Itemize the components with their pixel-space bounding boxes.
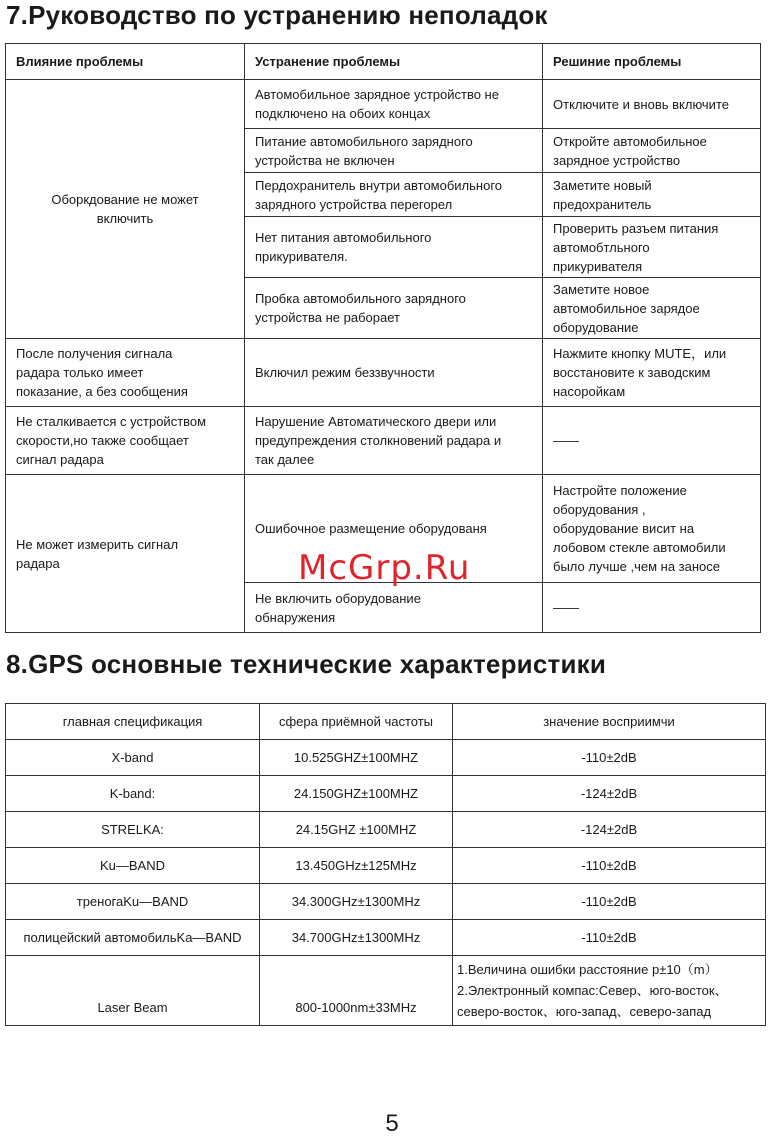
table-row — [6, 339, 761, 407]
table-row — [6, 407, 761, 475]
table-header-row — [6, 704, 766, 740]
table-row: STRELKA: 24.15GHZ ±100MHZ -124±2dB — [6, 812, 766, 848]
cause-cell: Нет питания автомобильного прикуривателя. — [245, 217, 543, 278]
troubleshooting-table — [5, 43, 761, 633]
header-sensitivity: значение восприимчи — [453, 704, 766, 740]
laser-notes: 1.Величина ошибки расстояние р±10（m） 2.Электронный компас:Север、юго-восток、 северо-восток、юго-запад、северо-запад — [453, 956, 766, 1026]
specifications-table — [5, 703, 766, 1026]
cause-cell: Пердохранитель внутри автомобильного зарядного устройства перегорел — [245, 173, 543, 217]
solution-cell: —— — [543, 407, 761, 475]
cause-cell: Нарушение Автоматического двери или предупреждения столкновений радара и так далее — [245, 407, 543, 475]
cause-cell: Включил режим беззвучности — [245, 339, 543, 407]
table-row: треногаKu—BAND 34.300GHz±1300MHz -110±2dB — [6, 884, 766, 920]
header-cause: Устранение проблемы — [245, 44, 543, 80]
solution-cell: Настройте положение оборудования , оборудование висит на лобовом стекле автомобили было лучше ,чем на заносе — [543, 475, 761, 583]
cause-cell: Питание автомобильного зарядного устройства не включен — [245, 129, 543, 173]
cause-cell: Ошибочное размещение оборудованя — [245, 475, 543, 583]
solution-cell: Отключите и вновь включите — [543, 80, 761, 129]
solution-cell: Заметите новый предохранитель — [543, 173, 761, 217]
solution-cell: Откройте автомобильное зарядное устройство — [543, 129, 761, 173]
header-spec: главная спецификация — [6, 704, 260, 740]
table-row-laser: Laser Beam 800-1000nm±33MHz 1.Величина ошибки расстояние р±10（m） 2.Электронный компас:Север、юго-восток、 северо-восток、юго-запад、северо-запад — [6, 956, 766, 1026]
cause-cell: Не включить оборудование обнаружения — [245, 583, 543, 633]
cause-cell: Пробка автомобильного зарядного устройства не рaбoрaет — [245, 278, 543, 339]
effect-cell: После получения сигнала радара только имеет показание, а без сообщения — [6, 339, 245, 407]
solution-cell: Нажмите кнопку MUTE，или восстановите к заводским насоройкам — [543, 339, 761, 407]
watermark-logo: McGrp.Ru — [298, 548, 471, 588]
solution-cell: Заметите новое автомобильное зарядое оборудование — [543, 278, 761, 339]
section8-title: 8.GPS основные технические характеристики — [6, 649, 607, 679]
table-row: полицейский автомобильKa—BAND 34.700GHz±1300MHz -110±2dB — [6, 920, 766, 956]
table-row: Ku—BAND 13.450GHz±125MHz -110±2dB — [6, 848, 766, 884]
table-row: X-band 10.525GHZ±100MHZ -110±2dB — [6, 740, 766, 776]
solution-cell: Проверить разъем питания автомобтльного прикуривателя — [543, 217, 761, 278]
table-header-row — [6, 44, 761, 80]
header-solution: Решиние проблемы — [543, 44, 761, 80]
cause-cell: Автомобильное зарядное устройство не подключено на обоих концах — [245, 80, 543, 129]
section7-title: 7.Руководство по устранению неполадок — [6, 0, 548, 30]
page-number: 5 — [385, 1110, 399, 1137]
table-row: K-band: 24.150GHZ±100MHZ -124±2dB — [6, 776, 766, 812]
header-effect: Влияние проблемы — [6, 44, 245, 80]
header-frequency: сфера приёмной частоты — [260, 704, 453, 740]
table-row — [6, 80, 761, 129]
solution-cell: —— — [543, 583, 761, 633]
effect-cell: Не может измерить сигнал радара — [6, 475, 245, 633]
effect-cell: Не сталкивается с устройством скорости,но также сообщает сигнал радара — [6, 407, 245, 475]
effect-cell: Оборкдование не может включить — [6, 80, 245, 339]
